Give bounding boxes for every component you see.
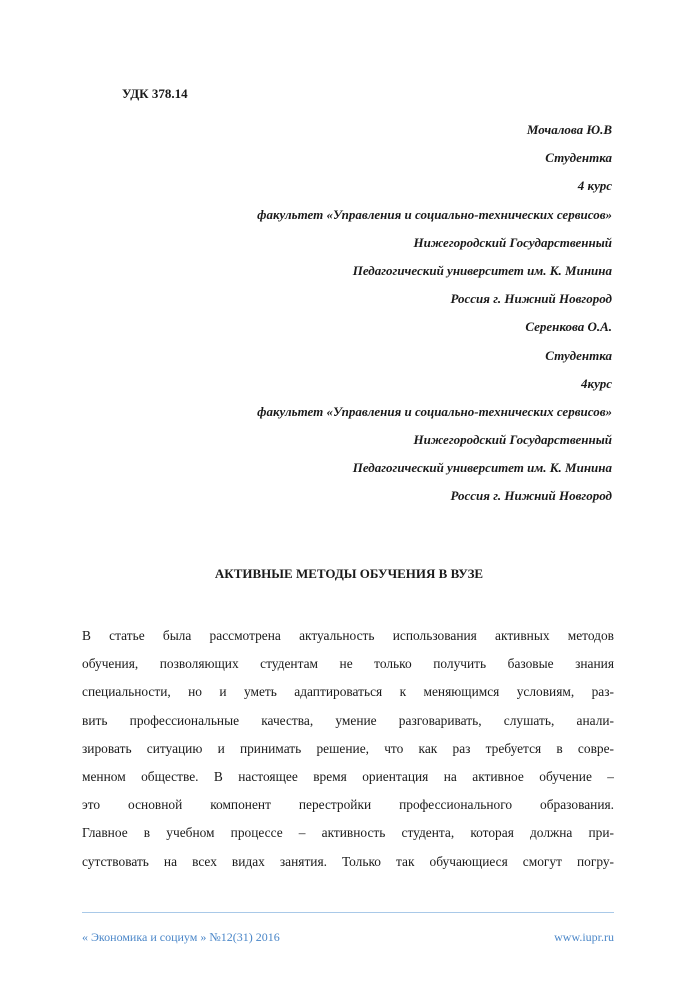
abstract-line: специальности, но и уметь адаптироваться к меняющимся условиям, раз- (82, 684, 614, 700)
abstract-line: вить профессиональные качества, умение разговаривать, слушать, анали- (82, 712, 614, 728)
author-university: Нижегородский Государственный (413, 234, 612, 250)
author-faculty: факультет «Управления и социально-технических сервисов» (257, 403, 612, 419)
abstract-line: сутствовать на всех видах занятия. Только так обучающиеся смогут погру- (82, 853, 614, 869)
abstract-line: обучения, позволяющих студентам не только получить базовые знания (82, 656, 614, 672)
author-name: Серенкова О.А. (525, 319, 612, 335)
author-university: Нижегородский Государственный (413, 432, 612, 448)
footer-divider (82, 912, 614, 913)
author-university-name: Педагогический университет им. К. Минина (352, 460, 612, 476)
author-status: Студентка (545, 347, 612, 363)
abstract-line: зировать ситуацию и принимать решение, что как раз требуется в совре- (82, 740, 614, 756)
author-faculty: факультет «Управления и социально-технических сервисов» (257, 206, 612, 222)
author-location: Россия г. Нижний Новгород (450, 291, 612, 307)
author-course: 4 курс (577, 178, 612, 194)
footer-journal: « Экономика и социум » №12(31) 2016 (82, 930, 280, 944)
author-location: Россия г. Нижний Новгород (450, 488, 612, 504)
article-title: АКТИВНЫЕ МЕТОДЫ ОБУЧЕНИЯ В ВУЗЕ (214, 566, 484, 581)
abstract-text (82, 622, 614, 876)
abstract-line: менном обществе. В настоящее время ориентация на активное обучение – (82, 768, 614, 784)
footer-site-link[interactable]: www.iupr.ru (554, 930, 614, 944)
author-block (92, 116, 612, 511)
author-university-name: Педагогический университет им. К. Минина (352, 262, 612, 278)
abstract-line: Главное в учебном процессе – активность студента, которая должна при- (82, 825, 614, 841)
author-name: Мочалова Ю.В (526, 122, 612, 137)
author-status: Студентка (545, 150, 612, 166)
abstract-line: В статье была рассмотрена актуальность использования активных методов (82, 628, 614, 643)
abstract-line: это основной компонент перестройки профессионального образования. (82, 797, 614, 813)
author-course: 4курс (581, 375, 612, 391)
udk-code: УДК 378.14 (122, 86, 188, 101)
